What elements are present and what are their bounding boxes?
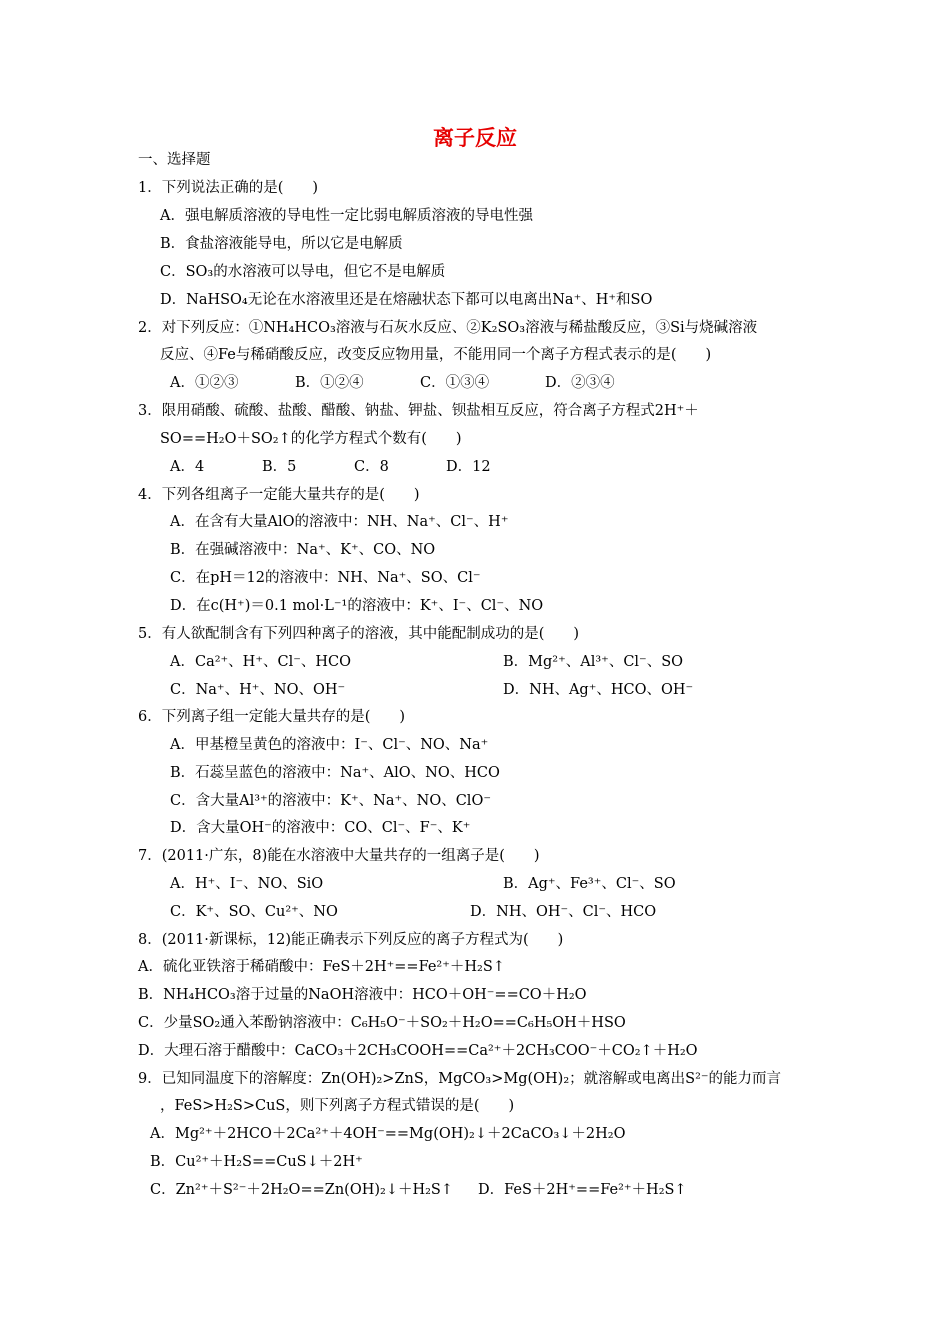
section-heading: 一、选择题 [138,152,211,168]
question-3-stem-line2: SO==H₂O＋SO₂↑的化学方程式个数有( ) [160,431,462,447]
question-5-option-c: C．Na⁺、H⁺、NO、OH⁻ [170,682,346,698]
question-5-option-a: A．Ca²⁺、H⁺、Cl⁻、HCO [170,654,351,670]
question-1-option-c: C．SO₃的水溶液可以导电，但它不是电解质 [160,264,446,280]
question-5-option-b: B．Mg²⁺、Al³⁺、Cl⁻、SO [503,654,684,670]
question-3-option-b: B．5 [262,459,297,475]
question-7-option-d: D．NH、OH⁻、Cl⁻、HCO [470,904,657,920]
question-1-option-d: D．NaHSO₄无论在水溶液里还是在熔融状态下都可以电离出Na⁺、H⁺和SO [160,292,653,308]
page-title: 离子反应 [433,126,517,150]
question-1-option-b: B．食盐溶液能导电，所以它是电解质 [160,236,403,252]
question-1-stem: 1．下列说法正确的是( ) [138,180,319,196]
question-3-option-a: A．4 [170,459,205,475]
question-9-option-c: C．Zn²⁺＋S²⁻＋2H₂O==Zn(OH)₂↓＋H₂S↑ [150,1182,454,1198]
question-6-stem: 6．下列离子组一定能大量共存的是( ) [138,709,406,725]
question-3-stem-line1: 3．限用硝酸、硫酸、盐酸、醋酸、钠盐、钾盐、钡盐相互反应，符合离子方程式2H⁺＋ [138,403,699,419]
question-4-option-d: D．在c(H⁺)＝0.1 mol·L⁻¹的溶液中：K⁺、I⁻、Cl⁻、NO [170,598,544,614]
question-7-option-b: B．Ag⁺、Fe³⁺、Cl⁻、SO [503,876,676,892]
question-8-option-a: A．硫化亚铁溶于稀硝酸中：FeS＋2H⁺==Fe²⁺＋H₂S↑ [138,959,505,975]
question-2-option-d: D．②③④ [545,375,615,391]
question-6-option-c: C．含大量Al³⁺的溶液中：K⁺、Na⁺、NO、ClO⁻ [170,793,491,809]
question-1-option-a: A．强电解质溶液的导电性一定比弱电解质溶液的导电性强 [160,208,533,224]
question-2-option-a: A．①②③ [170,375,239,391]
question-9-option-d: D．FeS＋2H⁺==Fe²⁺＋H₂S↑ [478,1182,687,1198]
question-6-option-b: B．石蕊呈蓝色的溶液中：Na⁺、AlO、NO、HCO [170,765,500,781]
question-6-option-d: D．含大量OH⁻的溶液中：CO、Cl⁻、F⁻、K⁺ [170,820,471,836]
question-6-option-a: A．甲基橙呈黄色的溶液中：I⁻、Cl⁻、NO、Na⁺ [170,737,489,753]
question-7-option-c: C．K⁺、SO、Cu²⁺、NO [170,904,338,920]
question-7-option-a: A．H⁺、I⁻、NO、SiO [170,876,324,892]
question-9-option-a: A．Mg²⁺＋2HCO＋2Ca²⁺＋4OH⁻==Mg(OH)₂↓＋2CaCO₃↓＋2H₂O [150,1126,626,1142]
question-3-option-c: C．8 [354,459,389,475]
question-7-stem: 7．(2011·广东，8)能在水溶液中大量共存的一组离子是( ) [138,848,540,864]
question-9-stem-line2: ，FeS>H₂S>CuS，则下列离子方程式错误的是( ) [160,1098,515,1114]
question-2-option-c: C．①③④ [420,375,490,391]
question-2-stem-line2: 反应、④Fe与稀硝酸反应，改变反应物用量，不能用同一个离子方程式表示的是( ) [160,347,712,363]
question-8-stem: 8．(2011·新课标，12)能正确表示下列反应的离子方程式为( ) [138,932,564,948]
question-4-option-a: A．在含有大量AlO的溶液中：NH、Na⁺、Cl⁻、H⁺ [170,514,509,530]
question-5-option-d: D．NH、Ag⁺、HCO、OH⁻ [503,682,694,698]
question-4-option-c: C．在pH＝12的溶液中：NH、Na⁺、SO、Cl⁻ [170,570,481,586]
question-2-stem-line1: 2．对下列反应：①NH₄HCO₃溶液与石灰水反应、②K₂SO₃溶液与稀盐酸反应，③Si与烧碱溶液 [138,320,758,336]
question-8-option-b: B．NH₄HCO₃溶于过量的NaOH溶液中：HCO＋OH⁻==CO＋H₂O [138,987,587,1003]
question-2-option-b: B．①②④ [295,375,364,391]
question-9-stem-line1: 9．已知同温度下的溶解度：Zn(OH)₂>ZnS，MgCO₃>Mg(OH)₂；就溶解或电离出S²⁻的能力而言 [138,1071,782,1087]
question-4-option-b: B．在强碱溶液中：Na⁺、K⁺、CO、NO [170,542,436,558]
question-8-option-d: D．大理石溶于醋酸中：CaCO₃＋2CH₃COOH==Ca²⁺＋2CH₃COO⁻＋CO₂↑＋H₂O [138,1043,698,1059]
question-8-option-c: C．少量SO₂通入苯酚钠溶液中：C₆H₅O⁻＋SO₂＋H₂O==C₆H₅OH＋HSO [138,1015,626,1031]
question-3-option-d: D．12 [446,459,491,475]
question-9-option-b: B．Cu²⁺＋H₂S==CuS↓＋2H⁺ [150,1154,363,1170]
question-5-stem: 5．有人欲配制含有下列四种离子的溶液，其中能配制成功的是( ) [138,626,580,642]
question-4-stem: 4．下列各组离子一定能大量共存的是( ) [138,487,420,503]
